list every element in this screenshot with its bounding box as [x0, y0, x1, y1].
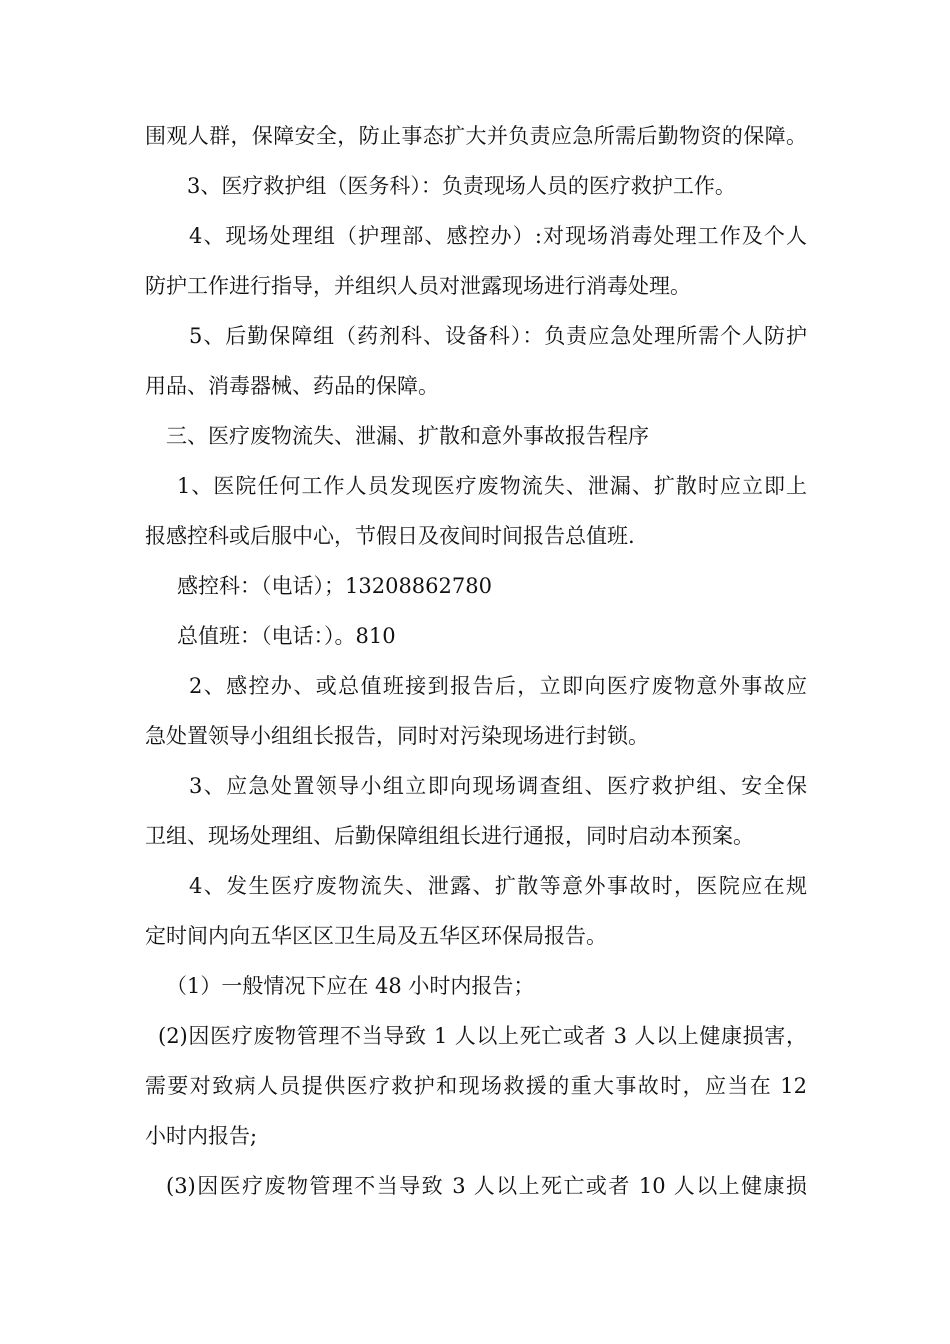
text-line-14: 3、应急处置领导小组立即向现场调查组、医疗救护组、安全保 — [189, 774, 807, 798]
text-line-3: 4、现场处理组（护理部、感控办）:对现场消毒处理工作及个人 — [189, 224, 807, 248]
text-line-4: 防护工作进行指导，并组织人员对泄露现场进行消毒处理。 — [145, 274, 691, 298]
text-line-12: 2、感控办、或总值班接到报告后，立即向医疗废物意外事故应 — [189, 674, 807, 698]
text-line-19: (2)因医疗废物管理不当导致 1 人以上死亡或者 3 人以上健康损害， — [158, 1024, 807, 1048]
text-line-15: 卫组、现场处理组、后勤保障组组长进行通报，同时启动本预案。 — [145, 824, 754, 848]
text-line-7: 三、医疗废物流失、泄漏、扩散和意外事故报告程序 — [166, 424, 649, 448]
text-line-22: (3)因医疗废物管理不当导致 3 人以上死亡或者 10 人以上健康损 — [166, 1174, 807, 1198]
text-line-18: （1）一般情况下应在 48 小时内报告； — [166, 974, 535, 998]
text-line-13: 急处置领导小组组长报告，同时对污染现场进行封锁。 — [145, 724, 649, 748]
text-line-5: 5、后勤保障组（药剂科、设备科）：负责应急处理所需个人防护 — [189, 324, 807, 348]
text-line-8: 1、医院任何工作人员发现医疗废物流失、泄漏、扩散时应立即上 — [177, 474, 807, 498]
text-line-9: 报感控科或后服中心，节假日及夜间时间报告总值班. — [145, 524, 635, 548]
text-line-17: 定时间内向五华区区卫生局及五华区环保局报告。 — [145, 924, 607, 948]
text-line-1: 围观人群，保障安全，防止事态扩大并负责应急所需后勤物资的保障。 — [145, 124, 807, 148]
text-line-21: 小时内报告; — [145, 1124, 258, 1148]
text-line-2: 3、医疗救护组（医务科）：负责现场人员的医疗救护工作。 — [187, 174, 736, 198]
text-line-20: 需要对致病人员提供医疗救护和现场救援的重大事故时，应当在 12 — [145, 1074, 807, 1098]
text-line-10: 感控科：（电话）；13208862780 — [177, 574, 492, 598]
text-line-11: 总值班：（电话：）。810 — [177, 624, 396, 648]
text-line-16: 4、发生医疗废物流失、泄露、扩散等意外事故时，医院应在规 — [189, 874, 807, 898]
text-line-6: 用品、消毒器械、药品的保障。 — [145, 374, 439, 398]
